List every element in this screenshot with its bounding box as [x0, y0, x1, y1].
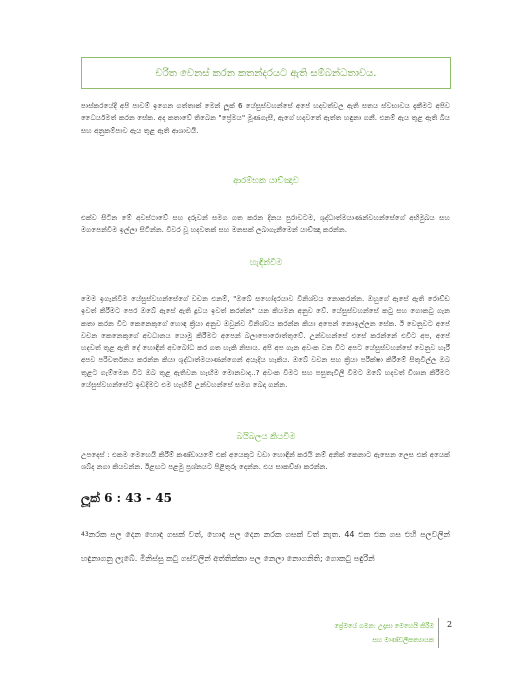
verse-text: නරක පල දෙන හොඳ ගසක් වත්, හොඳ පල දෙන නරක ගසක් වත් නැත. 44 එක එක ගස එහි පලවලින් හඳුනාගනු ලැබේ. මිනිස්සු කටු ගස්වලින් අත්තික්කා පල නෙලා නොගනිති; ගොකටු පඳුරින් — [81, 530, 450, 563]
opening-prayer-heading: ආරම්භක යාච්ඤාව — [233, 176, 299, 186]
opening-prayer-paragraph: එක්ව සිටින මේ අවස්ථාවේ සහ දරුවන් සමග ගත කරන දිනය පුරාවටම, ශුද්ධාත්මයාණන්වහන්සේගේ අභිමුඛය සහ මගපෙන්වීම ඉල්ලා සිටින්න. විවර වූ හදවතක් සහ මනසක් ලබාගැනීමෙන් යාච්ඤා කරන්න. — [81, 213, 450, 235]
bible-reading-heading: බයිබලය කියවීම — [236, 432, 296, 442]
section-title-box — [81, 57, 451, 89]
footer-divider — [438, 618, 439, 648]
footer-title-line2: සහ මාණ්ඩලිකත්‍යායක — [372, 636, 434, 644]
scripture-verse — [81, 523, 450, 571]
introduction-paragraph: මෙම ඉගැන්වීම යේසුස්වහන්සේගේ වචන එනම්, "ඔබේ සහෝදරයාව විනිශ්චය නොකරන්න. ඔහුගේ ඇසේ ඇති රොඩ්ඩ ඉවත් කිරීමට පෙර ඔබේ ඇසේ ඇති දූවය ඉවත් කරන්න" යන කියමන අනුව වේ. යේසුස්වහන්සේ කටු සහ ගොකටු ගැන කතා කරන විට කෙනෙකුගේ හොඳ ක්‍රියා අනුව ඔවුන්ව විනිශ්චය කරන්න කියා අපෙන් නොඉල්ලන සේක. ඊ වෙනුවට අපේ වචන කෙනෙකුගේ අවධානය යොමු කිරීමට අපෙන් බලාපොරොත්තුවේ. උන්වහන්සේ එසේ කරන්නේ එවිට අප, අපේ හදවත් තුළ ඇති දේ හොඳින් අවබෝධ කර ගත හැකි නිසාය. අපි අප ගැන අවංක වන විට අපට යේසුස්වහන්සේ වෙනුව හැරී අපව පරිවර්තනය කරන්න කියා ශුද්ධාත්මයාණන්ගෙන් අයැදිය හැකිය. ඔබේ වචන සහ ක්‍රියා පරීක්ෂා කිරීමේ සිතුවිල්ල ඔබ තුළට ගැම්මෙන විට ඔබ තුළ ඇතිවන හැඟීම මොනවාද..? අවංක වීමට සහ පසුතැවිලි වීමට ඔබේ හදවත් විශාන කිරීමට යේසුස්වහන්සේට ඉඩදීමට එම හැඟීම් උන්වහන්සේ සමග බෙදා ගන්න. — [81, 294, 450, 390]
page-footer — [0, 620, 532, 660]
footer-title-line1: ප්‍රේමයේ ගමන: උදෑසා මෙහෙයි කිරීම — [334, 622, 434, 630]
intro-paragraph: පාස්කරයේදී අපි පාවම් ඉගෙන ගත්තාක් මෙන් ලූක් 6 යේසුස්වහන්සේ අපේ හදවත්වල ඇති සතය ස්වභාවය දැකීමට අපිව ධෛර්යමත් කරන සේක. අද කතාවේ තිබෙන "ප්‍රේමය" මූණගැසී, ඇගේ හදවතේ ඇත්ත හඳුනා ගනී. එනම් ඇය තුළ ඇති බිය සහ අනුකම්පාව ඇය තුළ ඇති ආශාවයි. — [81, 101, 450, 135]
page-number: 2 — [447, 620, 453, 629]
verse-number: 43 — [81, 531, 89, 538]
bible-reading-paragraph: උපදෙස් : එකම මෙහෙයි කිරීම් කණ්ඩායමේ එක් අයෙකුට වඩා හොඳින් කරයි නම් අනික් කෙනාට ඇසෙන ලෙස එක් අයෙක් ශබ්ද නගා කියවන්න. ඊළඟට පළමු ප්‍රශ්නයට පිළිතුරු දෙන්න. එය සාකච්ඡා කරන්න. — [81, 450, 450, 472]
section-title: චරිත වෙනස් කරන කතන්දරයට ඇති සම්බන්ධතාවය. — [155, 67, 377, 79]
introduction-heading: හැඳින්වීම — [249, 258, 283, 268]
scripture-reference: ලූක් 6 : 43 - 45 — [81, 491, 172, 505]
